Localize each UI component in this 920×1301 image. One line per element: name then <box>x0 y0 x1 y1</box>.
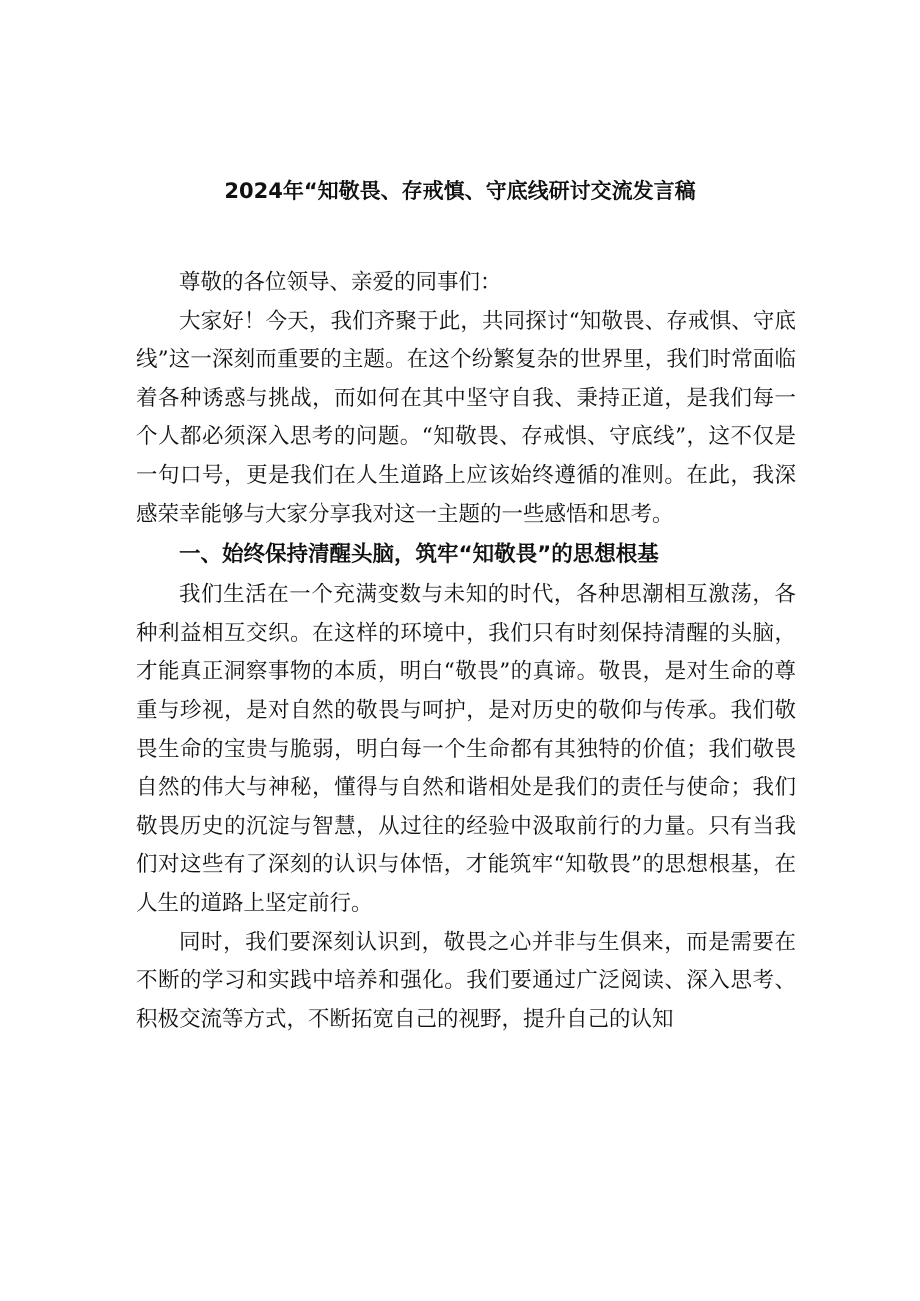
document-body <box>136 264 796 1039</box>
body-paragraph: 同时，我们要深刻认识到，敬畏之心并非与生俱来，而是需要在不断的学习和实践中培养和强化。我们要通过广泛阅读、深入思考、积极交流等方式，不断拓宽自己的视野，提升自己的认知 <box>136 929 796 1032</box>
salutation: 尊敬的各位领导、亲爱的同事们： <box>179 270 502 295</box>
document-title: 2024年“知敬畏、存戒慎、守底线研讨交流发言稿 <box>224 179 696 203</box>
body-paragraph: 我们生活在一个充满变数与未知的时代，各种思潮相互激荡，各种利益相互交织。在这样的环境中，我们只有时刻保持清醒的头脑，才能真正洞察事物的本质，明白“敬畏”的真谛。敬畏，是对生命的尊重与珍视，是对自然的敬畏与呵护，是对历史的敬仰与传承。我们敬畏生命的宝贵与脆弱，明白每一个生命都有其独特的价值；我们敬畏自然的伟大与神秘，懂得与自然和谐相处是我们的责任与使命；我们敬畏历史的沉淀与智慧，从过往的经验中汲取前行的力量。只有当我们对这些有了深刻的认识与体悟，才能筑牢“知敬畏”的思想根基，在人生的道路上坚定前行。 <box>136 582 796 916</box>
intro-paragraph: 大家好！今天，我们齐聚于此，共同探讨“知敬畏、存戒惧、守底线”这一深刻而重要的主题。在这个纷繁复杂的世界里，我们时常面临着各种诱惑与挑战，而如何在其中坚守自我、秉持正道，是我们每一个人都必须深入思考的问题。“知敬畏、存戒惧、守底线”，这不仅是一句口号，更是我们在人生道路上应该始终遵循的准则。在此，我深感荣幸能够与大家分享我对这一主题的一些感悟和思考。 <box>136 308 796 527</box>
section-heading: 一、始终保持清醒头脑，筑牢“知敬畏”的思想根基 <box>179 542 659 568</box>
